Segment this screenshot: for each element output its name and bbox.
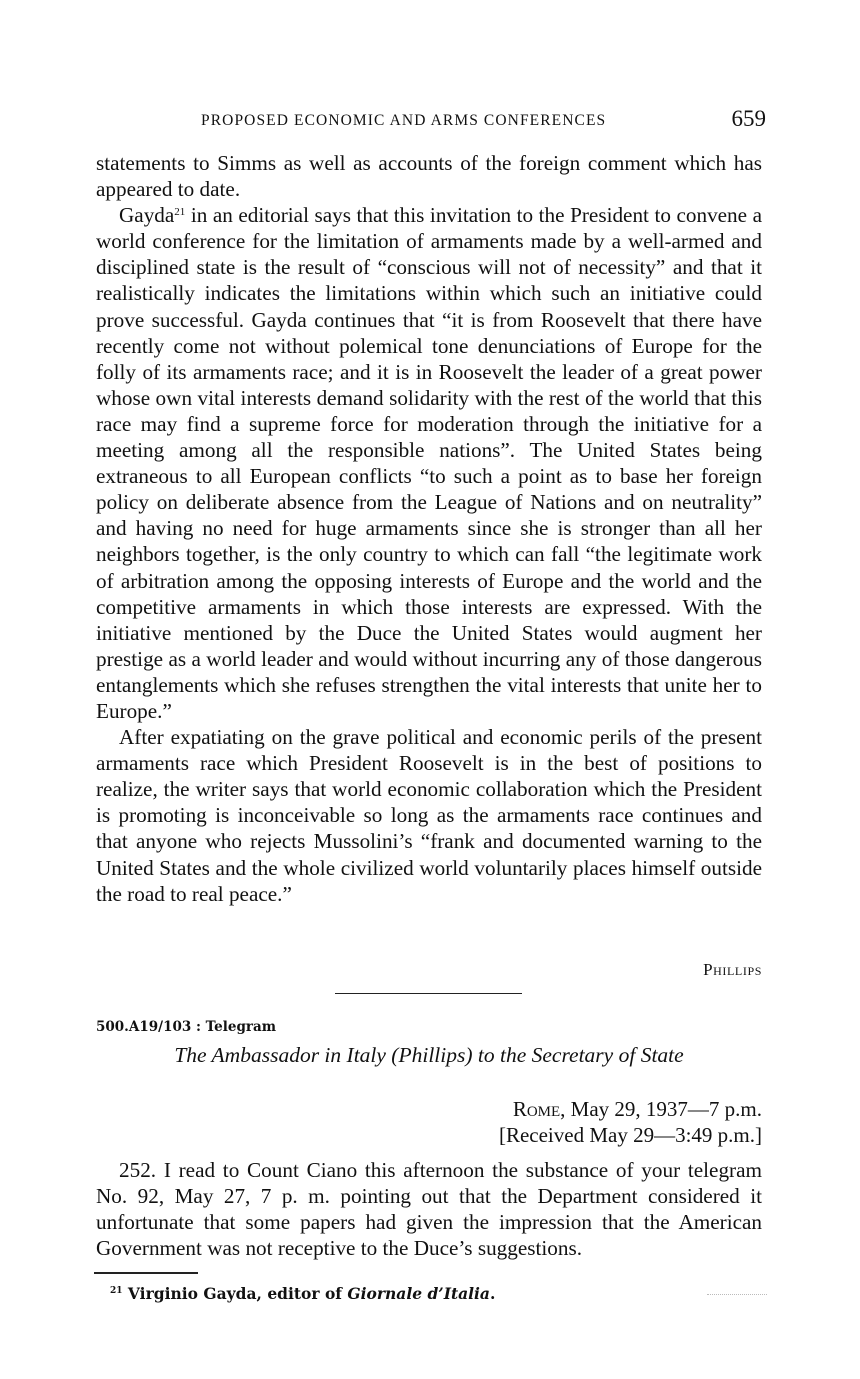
signature: Phillips xyxy=(703,960,762,979)
running-title: PROPOSED ECONOMIC AND ARMS CONFERENCES xyxy=(201,112,607,129)
paragraph-body: in an editorial says that this invitation to the President to convene a world conference for the limitation of armaments made by a well-armed and disciplined state is the result of “conscious will not of necessity” and that it realistically indicates the limitations within which such an initiative could prove successful. Gayda continues that “it is from Roosevelt that there have recently come not without polemical tone denunciations of Europe for the folly of its armaments race; and it is in Roosevelt the leader of a great power whose own vital interests demand solidarity with the rest of the world that this race may find a supreme force for moderation through the initiative for a meeting among all the responsible nations”. The United States being extraneous to all European conflicts “to such a point as to base her foreign policy on deliberate absence from the League of Nations and on neutrality” and having no need for huge armaments since she is stronger than all her neighbors together, is the only country to which can fall “the legitimate work of arbitration among the opposing interests of Europe and the world and the competitive armaments in which those interests are expressed. With the initiative mentioned by the Duce the United States would augment her prestige as a world leader and would without incurring any of those dangerous entanglements which she refuses strengthen the vital interests that unite her to Europe.” xyxy=(96,203,762,723)
footnote-text: Virginio Gayda, editor of xyxy=(122,1284,348,1303)
paragraph-lead: Gayda xyxy=(119,203,175,228)
footnote-rule xyxy=(94,1272,198,1274)
dateline xyxy=(513,1097,762,1122)
paragraph-252: 252. I read to Count Ciano this afternoon the substance of your telegram No. 92, May 27, 7 p. m. pointing out that the Department considered it unfortunate that some papers had given the impression that the American Government was not receptive to the Duce’s suggestions. xyxy=(96,1158,762,1261)
document-title: The Ambassador in Italy (Phillips) to the Secretary of State xyxy=(174,1043,684,1067)
footnote-end: . xyxy=(489,1284,496,1303)
paragraph-gayda-editorial xyxy=(96,202,762,724)
paragraph-expatiating: After expatiating on the grave political and economic perils of the present armaments race which President Roosevelt is in the best of positions to realize, the writer says that world economic collaboration which the President is promoting is inconceivable so long as the armaments race continues and that anyone who rejects Mussolini’s “frank and documented warning to the United States and the whole civilized world voluntarily places himself outside the road to real peace.” xyxy=(96,725,762,906)
footnote-publication: Giornale d’Italia xyxy=(347,1284,490,1303)
main-text xyxy=(96,150,762,907)
dateline-date: , May 29, 1937—7 p.m. xyxy=(560,1097,762,1121)
footnote xyxy=(110,1284,495,1303)
file-number: 500.A19/103 : Telegram xyxy=(96,1019,277,1035)
dateline-place: Rome xyxy=(512,1097,561,1121)
scan-artifact xyxy=(707,1294,767,1295)
footnote-reference: 21 xyxy=(174,206,186,219)
page-number: 659 xyxy=(731,106,766,131)
page-header xyxy=(96,106,766,136)
telegram-text xyxy=(96,1157,762,1261)
footnote-number: 21 xyxy=(110,1286,123,1296)
section-divider xyxy=(335,993,522,994)
received-line: [Received May 29—3:49 p.m.] xyxy=(498,1123,762,1147)
paragraph-continuation: statements to Simms as well as accounts of the foreign comment which has appeared to date. xyxy=(96,151,762,202)
